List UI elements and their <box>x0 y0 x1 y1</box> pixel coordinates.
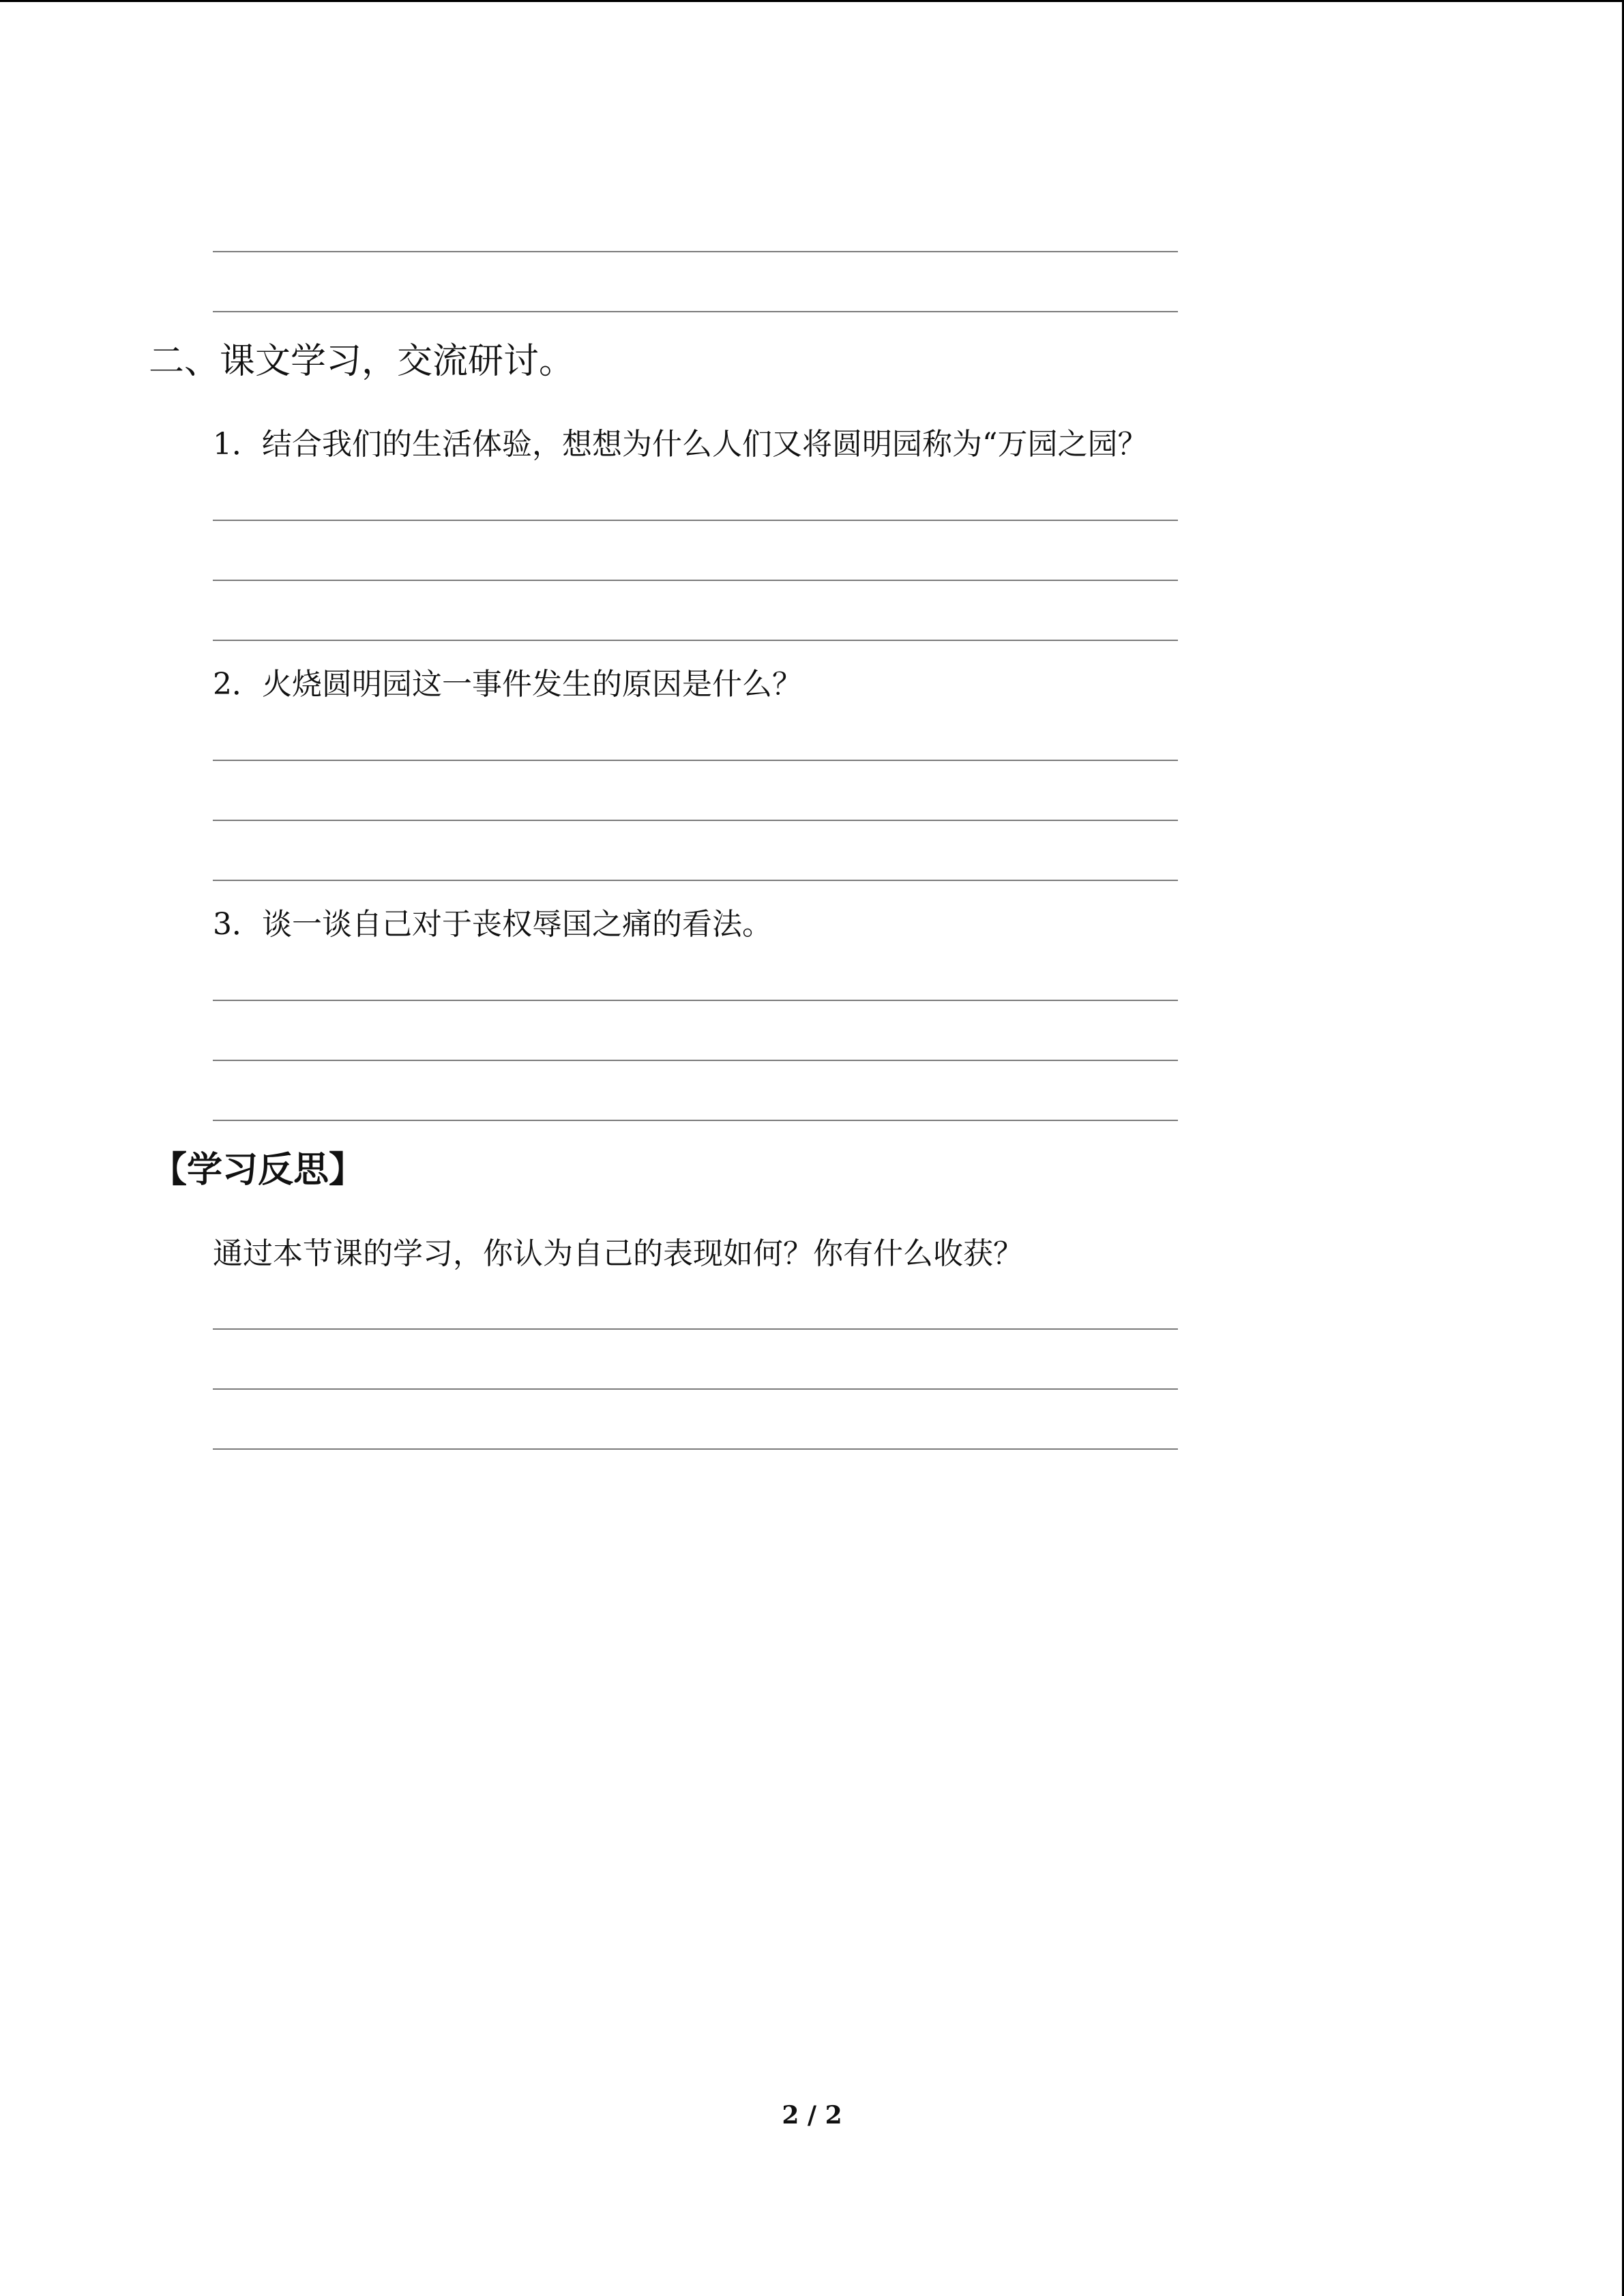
reflection-heading: 【学习反思】 <box>151 1150 365 1191</box>
answer-line-reflection-1[interactable] <box>213 1328 1178 1330</box>
answer-line-q2-3[interactable] <box>213 880 1178 881</box>
page-top-border <box>0 0 1624 2</box>
answer-line-q2-2[interactable] <box>213 820 1178 821</box>
reflection-prompt: 通过本节课的学习，你认为自己的表现如何？你有什么收获？ <box>213 1236 1023 1271</box>
answer-line-q1-2[interactable] <box>213 580 1178 581</box>
question-2: 2．火烧圆明园这一事件发生的原因是什么？ <box>213 667 802 702</box>
answer-line-prev-2[interactable] <box>213 311 1178 312</box>
page-number: 2 / 2 <box>782 2101 842 2130</box>
answer-line-reflection-2[interactable] <box>213 1388 1178 1390</box>
answer-line-q3-3[interactable] <box>213 1120 1178 1121</box>
answer-line-q2-1[interactable] <box>213 760 1178 761</box>
question-3: 3．谈一谈自己对于丧权辱国之痛的看法。 <box>213 907 772 942</box>
answer-line-q3-1[interactable] <box>213 1000 1178 1001</box>
answer-line-q3-2[interactable] <box>213 1060 1178 1061</box>
answer-line-reflection-3[interactable] <box>213 1448 1178 1450</box>
section-two-heading: 二、课文学习，交流研讨。 <box>149 341 575 382</box>
question-1: 1．结合我们的生活体验，想想为什么人们又将圆明园称为“万园之园？ <box>213 427 1148 462</box>
answer-line-prev-1[interactable] <box>213 251 1178 252</box>
answer-line-q1-3[interactable] <box>213 640 1178 641</box>
answer-line-q1-1[interactable] <box>213 520 1178 521</box>
